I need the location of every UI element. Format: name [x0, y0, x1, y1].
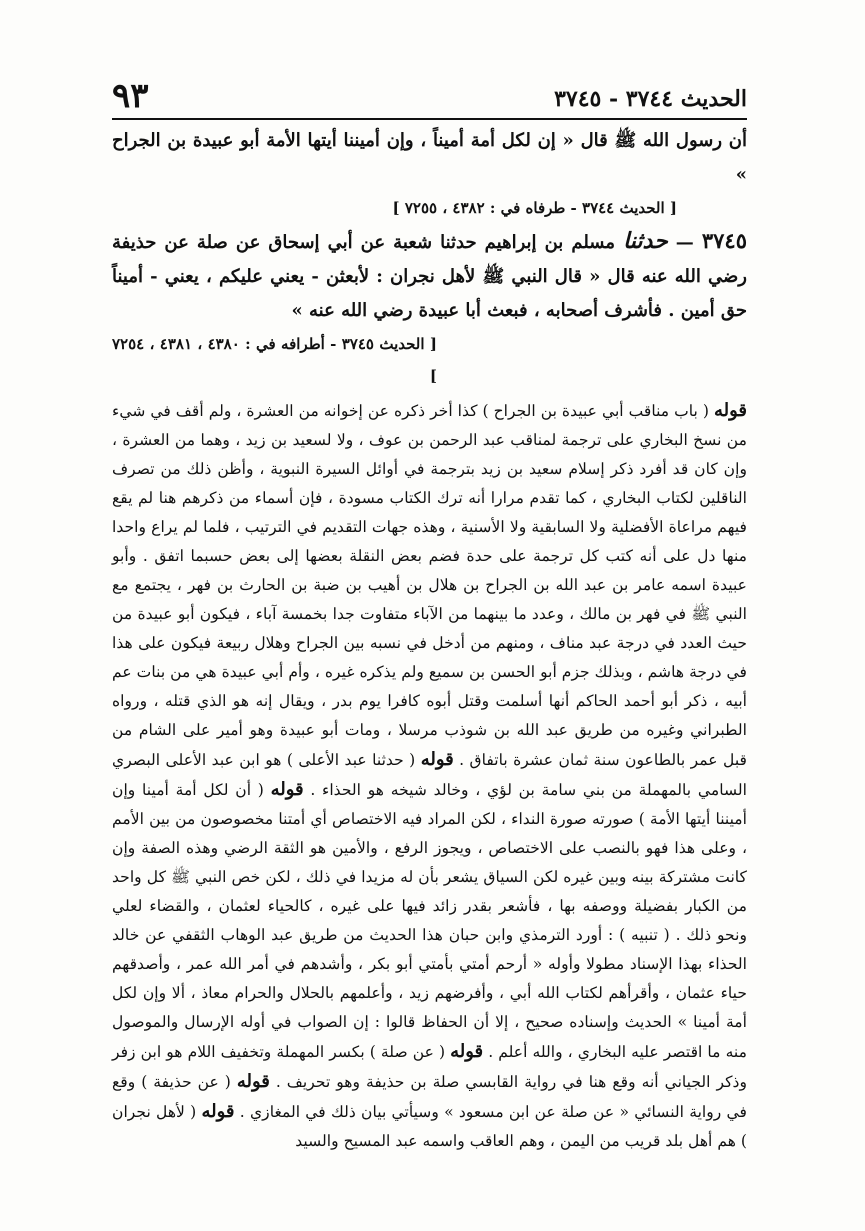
commentary-abd-al-ala: ( حدثنا عبد الأعلى ) هو ابن عبد الأعلى البصري السامي بالمهملة من بني سامة بن لؤي ، وخالد شيخه هو الحذاء .: [112, 751, 747, 799]
page-body: [112, 124, 747, 1156]
commentary-sila: ( عن صلة ) بكسر المهملة وتخفيف اللام هو ابن زفر وذكر الجياني أنه وقع هنا في رواية القابسي صلة بن حذيفة وهو تحريف .: [112, 1043, 747, 1091]
commentary: [112, 396, 747, 1156]
qawluhu-label: قوله: [450, 1041, 484, 1062]
qawluhu-label: قوله: [270, 779, 304, 800]
commentary-tanbih: ( تنبيه ) : أورد الترمذي وابن حبان هذا الحديث من طريق عبد الوهاب الثقفي عن خالد الحذاء بهذا الإسناد مطولا وأوله « أرحم أمتي بأمتي أبو بكر ، وأشدهم في أمر الله عمر ، وأصدقهم حياء عثمان ، وأقرأهم لكتاب الله أبي ، وأفرضهم زيد ، وأعلمهم بالحلال والحرام معاذ ، ألا وإن لكل أمة أمينا » الحديث وإسناده صحيح ، إلا أن الحفاظ قالوا : إن الصواب في أوله الإرسال والموصول منه ما اقتصر عليه البخاري ، والله أعلم .: [112, 926, 747, 1061]
hadith-3745-number: ٣٧٤٥: [701, 228, 747, 253]
qawluhu-label: قوله: [201, 1101, 235, 1122]
commentary-najran: ( لأهل نجران ) هم أهل بلد قريب من اليمن ، وهم العاقب واسمه عبد المسيح والسيد: [112, 1103, 747, 1150]
haddathana-word: حدثنا: [623, 228, 668, 254]
hadith-3744-reference: [ الحديث ٣٧٤٤ - طرفاه في : ٤٣٨٢ ، ٧٢٥٥ ]: [392, 199, 677, 217]
commentary-chapter-note: ( باب مناقب أبي عبيدة بن الجراح ) كذا أخر ذكره عن إخوانه من العشرة ، ولم أقف في شيء من نسخ البخاري على ترجمة لمناقب عبد الرحمن بن عوف ، ولا لسعيد بن زيد ، وهما من العشرة ، وإن كان قد أفرد ذكر إسلام سعيد بن زيد بترجمة في أوائل السيرة النبوية ، وأظن ذلك من تصرف الناقلين لكتاب البخاري ، كما تقدم مرارا أنه ترك الكتاب مسودة ، فإن أسماء من ذكرهم هنا لم يقع فيهم مراعاة الأفضلية ولا السابقية ولا الأسنية ، وهذه جهات التقديم في الترتيب ، فلما لم يراع واحدا منها دل على أنه كتب كل ترجمة على حدة فضم بعض النقلة بعضها إلى بعض حسبما اتفق . وأبو عبيدة اسمه عامر بن عبد الله بن الجراح بن هلال بن أهيب بن ضبة بن الحارث بن فهر ، يجتمع مع النبي ﷺ في فهر بن مالك ، وعدد ما بينهما من الآباء متفاوت جدا بخمسة آباء ، فيكون أبو عبيدة من حيث العدد في درجة عبد مناف ، ومنهم من أدخل في نسبه بين الجراح وهلال ربيعة فيكون على هذا في درجة هاشم ، وبذلك جزم أبو الحسن بن سميع ولم يذكره غيره ، وأم أبي عبيدة هي من بنات عم أبيه ، ذكر أبو أحمد الحاكم أنها أسلمت وقتل أبوه كافرا يوم بدر ، ويقال إنه هو الذي قتله ، ورواه الطبراني وغيره من طريق عبد الله بن شوذب مرسلا ، ومات أبو عبيدة وهو أمير على الشام من قبل عمر بالطاعون سنة ثمان عشرة باتفاق .: [112, 402, 747, 769]
hadith-3744-text: أن رسول الله ﷺ قال « إن لكل أمة أميناً ، وإن أميننا أيتها الأمة أبو عبيدة بن الجراح »: [112, 130, 747, 185]
commentary-amin: ( أن لكل أمة أمينا وإن أميننا أيتها الأمة ) صورته صورة النداء ، لكن المراد فيه الاختصاص أي أمتنا مخصوصون من بين الأمم ، وعلى هذا فهو بالنصب على الاختصاص ، ويجوز الرفع ، والأمين هو الثقة الرضي وهذه الصفة وإن كانت مشتركة بينه وبين غيره لكن السياق يشعر بأن له مزيدا في ذلك ، لكن خص النبي ﷺ كل واحد من الكبار بفضيلة ووصفه بها ، فأشعر بقدر زائد فيها على غيره ، كالحياء لعثمان ، والقضاء لعلي ونحو ذلك .: [112, 781, 747, 944]
hadith-3745-dash: —: [675, 232, 694, 253]
page-number: ٩٣: [112, 76, 149, 116]
qawluhu-label: قوله: [713, 400, 747, 421]
qawluhu-label: قوله: [420, 749, 454, 770]
running-head: الحديث ٣٧٤٤ - ٣٧٤٥: [554, 86, 747, 112]
hadith-3745-matn: « قال النبي ﷺ لأهل نجران : لأبعثن - يعني عليكم ، يعني - أميناً حق أمين . فأشرف أصحابه ، فبعث أبا عبيدة رضي الله عنه »: [112, 266, 747, 321]
hadith-3745-reference: [ الحديث ٣٧٤٥ - أطرافه في : ٤٣٨٠ ، ٤٣٨١ ، ٧٢٥٤ ]: [112, 335, 437, 385]
hadith-3745-isnad: مسلم بن إبراهيم حدثنا شعبة عن أبي إسحاق عن صلة عن حذيفة رضي الله عنه قال: [112, 232, 747, 287]
commentary-hudhayfa: ( عن حذيفة ) وقع في رواية النسائي « عن صلة عن ابن مسعود » وسيأتي بيان ذلك في المغازي .: [112, 1073, 748, 1121]
hadith-3745: [112, 224, 747, 328]
page-header: [112, 70, 747, 120]
qawluhu-label: قوله: [236, 1071, 270, 1092]
